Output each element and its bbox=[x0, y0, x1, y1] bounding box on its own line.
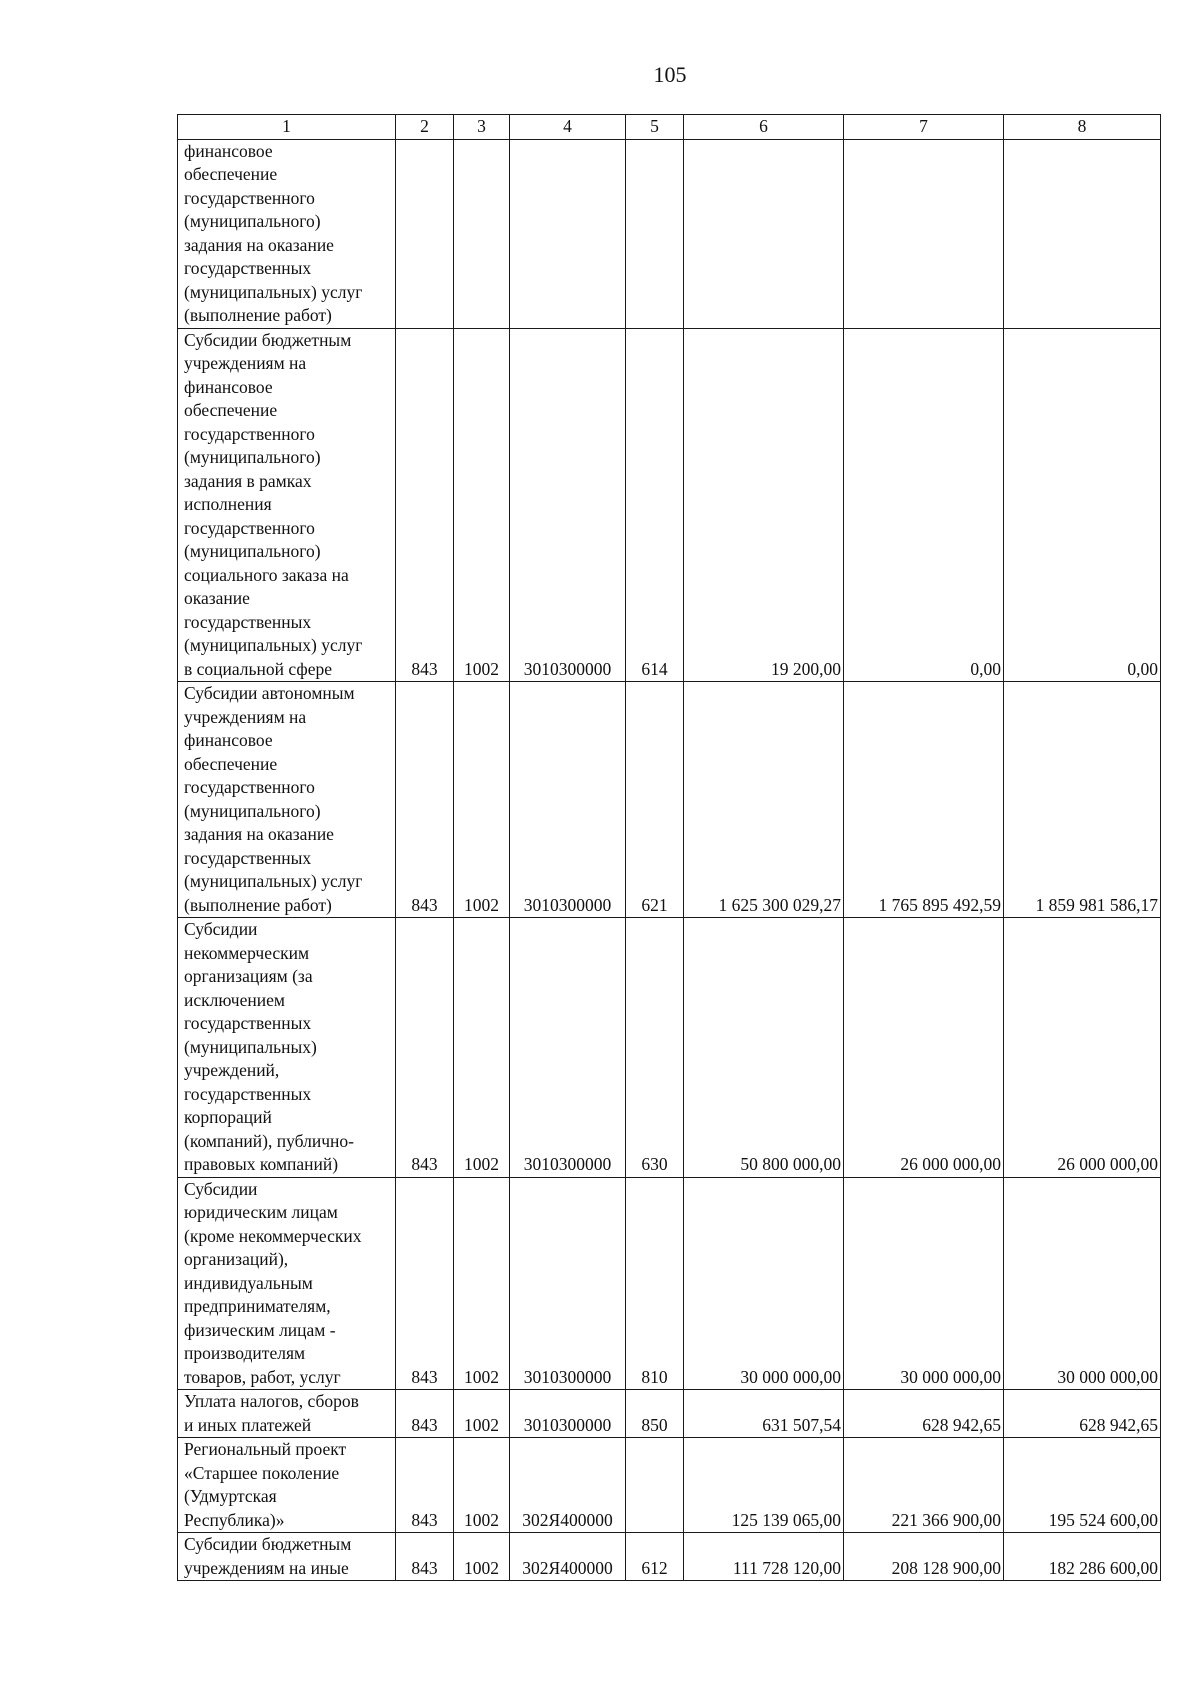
target-article-cell: 3010300000 bbox=[510, 682, 626, 918]
target-article-cell bbox=[510, 139, 626, 328]
row-name-cell: Субсидии некоммерческим организациям (за исключением государственных (муниципальных) учреждений, государственных корпораций (компаний), публично- правовых компаний) bbox=[178, 918, 396, 1178]
amount-col7-cell: 208 128 900,00 bbox=[844, 1533, 1004, 1581]
amount-col6-cell: 125 139 065,00 bbox=[684, 1438, 844, 1533]
row-name-cell: Уплата налогов, сборов и иных платежей bbox=[178, 1390, 396, 1438]
amount-col8-cell: 0,00 bbox=[1004, 328, 1161, 682]
column-header-3: 3 bbox=[454, 115, 510, 140]
header-row bbox=[178, 115, 1161, 140]
row-name-cell: Субсидии бюджетным учреждениям на иные bbox=[178, 1533, 396, 1581]
amount-col7-cell: 0,00 bbox=[844, 328, 1004, 682]
table-row bbox=[178, 1177, 1161, 1390]
amount-col8-cell: 628 942,65 bbox=[1004, 1390, 1161, 1438]
row-name-cell: Субсидии автономным учреждениям на финансовое обеспечение государственного (муниципального) задания на оказание государственных (муниципальных) услуг (выполнение работ) bbox=[178, 682, 396, 918]
amount-col7-cell: 628 942,65 bbox=[844, 1390, 1004, 1438]
section-code-cell: 1002 bbox=[454, 1533, 510, 1581]
amount-col8-cell: 1 859 981 586,17 bbox=[1004, 682, 1161, 918]
table-row bbox=[178, 328, 1161, 682]
table-row bbox=[178, 918, 1161, 1178]
section-code-cell: 1002 bbox=[454, 682, 510, 918]
column-header-1: 1 bbox=[178, 115, 396, 140]
page-number: 105 bbox=[653, 62, 687, 87]
gov-code-cell: 843 bbox=[396, 1533, 454, 1581]
target-article-cell: 3010300000 bbox=[510, 1390, 626, 1438]
amount-col6-cell bbox=[684, 139, 844, 328]
column-header-5: 5 bbox=[626, 115, 684, 140]
target-article-cell: 3010300000 bbox=[510, 328, 626, 682]
column-header-4: 4 bbox=[510, 115, 626, 140]
amount-col7-cell: 221 366 900,00 bbox=[844, 1438, 1004, 1533]
expense-type-cell: 621 bbox=[626, 682, 684, 918]
section-code-cell: 1002 bbox=[454, 1177, 510, 1390]
expense-type-cell: 612 bbox=[626, 1533, 684, 1581]
target-article-cell: 3010300000 bbox=[510, 918, 626, 1178]
section-code-cell: 1002 bbox=[454, 1390, 510, 1438]
expense-type-cell bbox=[626, 1438, 684, 1533]
target-article-cell: 302Я400000 bbox=[510, 1533, 626, 1581]
column-header-7: 7 bbox=[844, 115, 1004, 140]
expense-type-cell: 630 bbox=[626, 918, 684, 1178]
column-header-2: 2 bbox=[396, 115, 454, 140]
amount-col8-cell: 182 286 600,00 bbox=[1004, 1533, 1161, 1581]
expense-type-cell: 810 bbox=[626, 1177, 684, 1390]
amount-col6-cell: 631 507,54 bbox=[684, 1390, 844, 1438]
target-article-cell: 3010300000 bbox=[510, 1177, 626, 1390]
amount-col8-cell bbox=[1004, 139, 1161, 328]
amount-col7-cell: 1 765 895 492,59 bbox=[844, 682, 1004, 918]
table-row bbox=[178, 1390, 1161, 1438]
gov-code-cell: 843 bbox=[396, 1177, 454, 1390]
table-row bbox=[178, 1533, 1161, 1581]
budget-table bbox=[177, 114, 1161, 1581]
amount-col6-cell: 30 000 000,00 bbox=[684, 1177, 844, 1390]
expense-type-cell: 614 bbox=[626, 328, 684, 682]
section-code-cell: 1002 bbox=[454, 328, 510, 682]
section-code-cell: 1002 bbox=[454, 1438, 510, 1533]
table-row bbox=[178, 682, 1161, 918]
section-code-cell bbox=[454, 139, 510, 328]
amount-col6-cell: 19 200,00 bbox=[684, 328, 844, 682]
amount-col6-cell: 1 625 300 029,27 bbox=[684, 682, 844, 918]
expense-type-cell: 850 bbox=[626, 1390, 684, 1438]
amount-col6-cell: 111 728 120,00 bbox=[684, 1533, 844, 1581]
gov-code-cell: 843 bbox=[396, 1438, 454, 1533]
amount-col8-cell: 195 524 600,00 bbox=[1004, 1438, 1161, 1533]
column-header-6: 6 bbox=[684, 115, 844, 140]
section-code-cell: 1002 bbox=[454, 918, 510, 1178]
amount-col6-cell: 50 800 000,00 bbox=[684, 918, 844, 1178]
gov-code-cell: 843 bbox=[396, 682, 454, 918]
column-header-8: 8 bbox=[1004, 115, 1161, 140]
row-name-cell: Региональный проект «Старшее поколение (Удмуртская Республика)» bbox=[178, 1438, 396, 1533]
gov-code-cell bbox=[396, 139, 454, 328]
row-name-cell: Субсидии юридическим лицам (кроме некоммерческих организаций), индивидуальным предпринимателям, физическим лицам - производителям товаров, работ, услуг bbox=[178, 1177, 396, 1390]
expense-type-cell bbox=[626, 139, 684, 328]
table-row bbox=[178, 1438, 1161, 1533]
row-name-cell: Субсидии бюджетным учреждениям на финансовое обеспечение государственного (муниципального) задания в рамках исполнения государственного (муниципального) социального заказа на оказание государственных (муниципальных) услуг в социальной сфере bbox=[178, 328, 396, 682]
table-row bbox=[178, 139, 1161, 328]
amount-col7-cell: 26 000 000,00 bbox=[844, 918, 1004, 1178]
gov-code-cell: 843 bbox=[396, 328, 454, 682]
gov-code-cell: 843 bbox=[396, 1390, 454, 1438]
amount-col7-cell bbox=[844, 139, 1004, 328]
target-article-cell: 302Я400000 bbox=[510, 1438, 626, 1533]
amount-col8-cell: 26 000 000,00 bbox=[1004, 918, 1161, 1178]
gov-code-cell: 843 bbox=[396, 918, 454, 1178]
amount-col8-cell: 30 000 000,00 bbox=[1004, 1177, 1161, 1390]
amount-col7-cell: 30 000 000,00 bbox=[844, 1177, 1004, 1390]
row-name-cell: финансовое обеспечение государственного (муниципального) задания на оказание государственных (муниципальных) услуг (выполнение работ) bbox=[178, 139, 396, 328]
